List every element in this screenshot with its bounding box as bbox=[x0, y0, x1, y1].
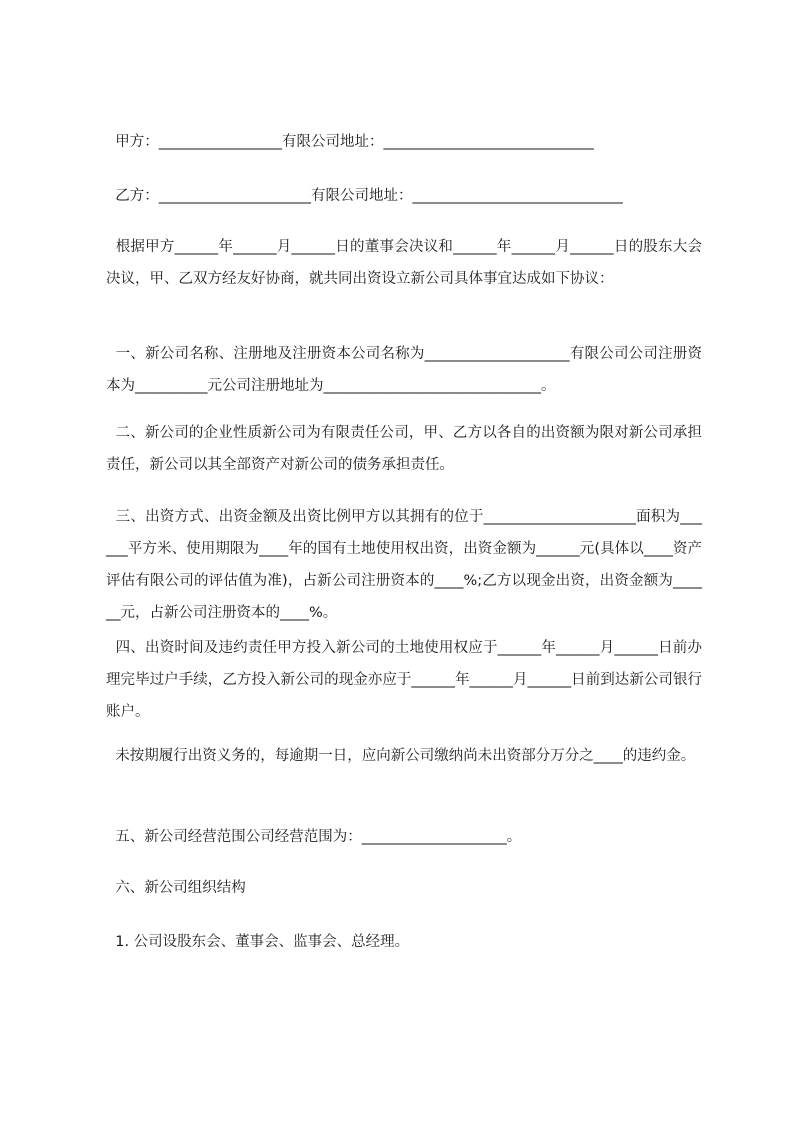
party-a-line: 甲方：_________________有限公司地址：_____________________________ bbox=[106, 134, 594, 150]
party-b-line: 乙方：_____________________有限公司地址：_____________________________ bbox=[106, 188, 623, 204]
clause-4-penalty: 未按期履行出资义务的，每逾期一日，应向新公司缴纳尚未出资部分万分之____的违约金。 bbox=[106, 748, 696, 764]
clause-5-business-scope: 五、新公司经营范围公司经营范围为：____________________。 bbox=[106, 829, 522, 845]
clause-4-contribution-time: 四、出资时间及违约责任甲方投入新公司的土地使用权应于______年______月______日前办理完毕过户手续，乙方投入新公司的现金亦应于______年______月______日前到达新公司银行账户。 bbox=[106, 640, 703, 720]
preamble-paragraph: 根据甲方______年______月______日的董事会决议和______年______月______日的股东大会决议，甲、乙双方经友好协商，就共同出资设立新公司具体事宜达成如下协议： bbox=[106, 239, 702, 287]
clause-1-company-name-capital: 一、新公司名称、注册地及注册资本公司名称为____________________有限公司公司注册资本为__________元公司注册地址为______________________________。 bbox=[106, 346, 703, 394]
clause-6-item-1: 1. 公司设股东会、董事会、监事会、总经理。 bbox=[106, 934, 410, 950]
clause-6-heading: 六、新公司组织结构 bbox=[106, 880, 246, 896]
clause-3-capital-contribution: 三、出资方式、出资金额及出资比例甲方以其拥有的位于_____________________面积为______平方米、使用期限为____年的国有土地使用权出资，出资金额为______元(具体以____资产评估有限公司的评估值为准)，占新公司注册资本的____%;乙方以现金出资，出资金额为______元，占新公司注册资本的____%。 bbox=[106, 509, 702, 621]
clause-2-company-nature: 二、新公司的企业性质新公司为有限责任公司，甲、乙方以各自的出资额为限对新公司承担责任，新公司以其全部资产对新公司的债务承担责任。 bbox=[106, 425, 703, 473]
